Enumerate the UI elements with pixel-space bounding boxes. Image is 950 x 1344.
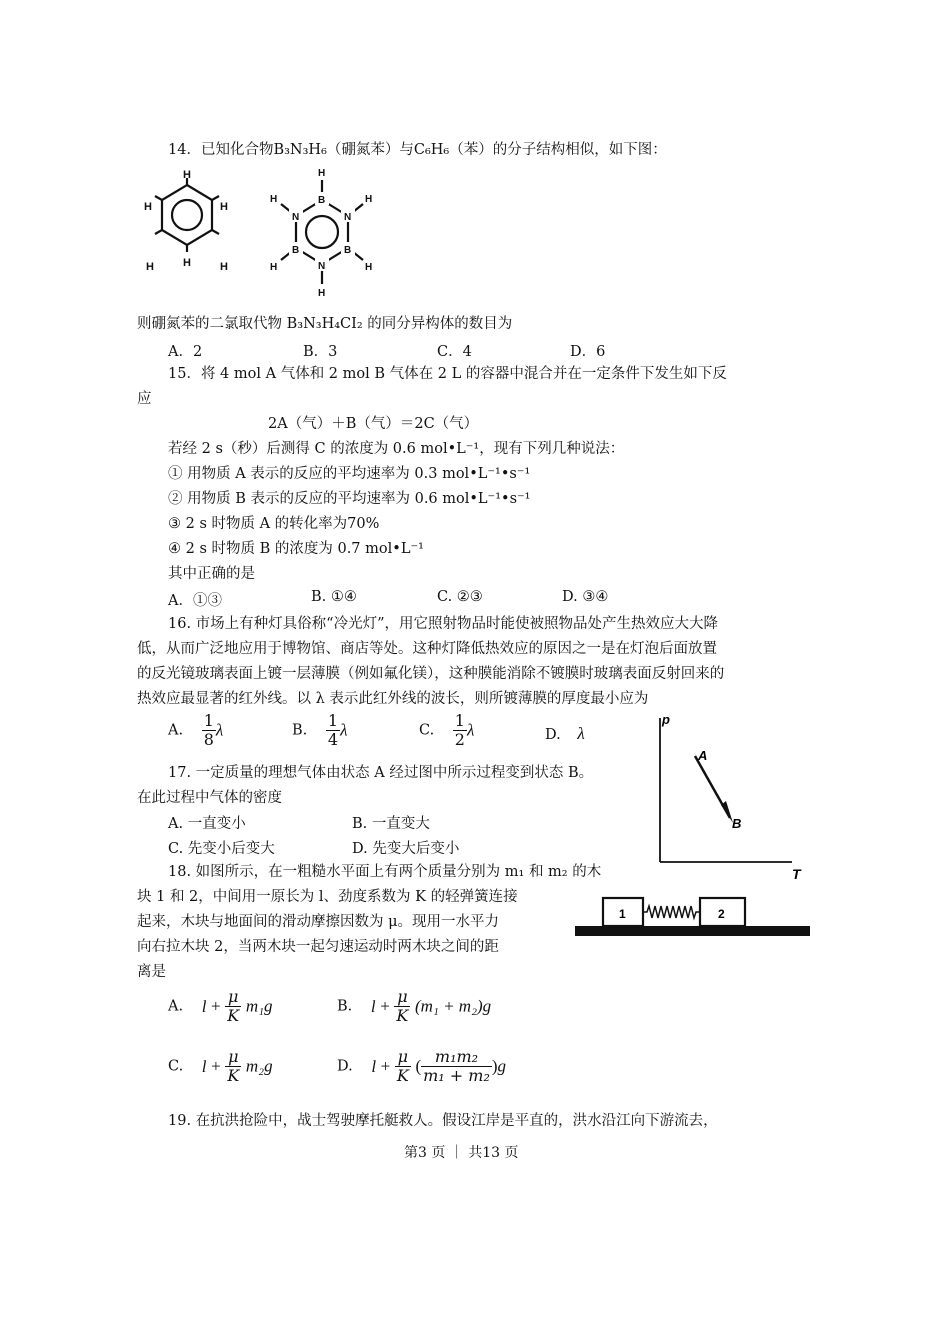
q16-option-a: A. $\frac{1}{8}$ λ bbox=[168, 711, 224, 749]
q18-line-4: 向右拉木块 2，当两木块一起匀速运动时两木块之间的距 bbox=[137, 939, 499, 955]
q16-option-d: D. λ bbox=[545, 724, 585, 743]
benzene-h-bottom: H bbox=[183, 257, 191, 269]
benzene-structure bbox=[155, 178, 219, 252]
q15-stem-1: 15．将 4 mol A 气体和 2 mol B 气体在 2 L 的容器中混合并在一定条件下发生如下反 bbox=[168, 366, 727, 382]
q14-option-d: D．6 bbox=[570, 344, 606, 360]
borazine-b-top: B bbox=[318, 195, 326, 206]
q15-statement-1: ① 用物质 A 表示的反应的平均速率为 0.3 mol•L⁻¹•s⁻¹ bbox=[168, 466, 531, 482]
benzene-h-lr: H bbox=[220, 261, 228, 273]
q15-option-d: D. ③④ bbox=[562, 589, 609, 605]
q16-line-1: 16. 市场上有种灯具俗称“冷光灯”，用它照射物品时能使被照物品处产生热效应大大降 bbox=[168, 616, 718, 632]
benzene-h-top: H bbox=[183, 169, 191, 181]
block-2-label: 2 bbox=[718, 907, 725, 921]
borazine-b-lr: B bbox=[344, 245, 352, 256]
q14-option-b: B．3 bbox=[303, 344, 338, 360]
q15-equation: 2A（气）＋B（气）＝2C（气） bbox=[268, 416, 479, 432]
q18-option-d: D. l + $\frac{\mu}{K}$ ( $\frac{\text{m₁m₂}}{\text{m₁ + m₂}}$ )g bbox=[337, 1047, 507, 1085]
q17-line-2: 在此过程中气体的密度 bbox=[137, 790, 282, 806]
borazine-h-bottom: H bbox=[318, 288, 326, 299]
q17-option-d: D. 先变大后变小 bbox=[352, 841, 460, 857]
q14-stem: 14．已知化合物B₃N₃H₆（硼氮苯）与C₆H₆（苯）的分子结构相似，如下图： bbox=[168, 142, 667, 158]
q18-line-3: 起来，木块与地面间的滑动摩擦因数为 μ。现用一水平力 bbox=[137, 914, 500, 930]
q18-line-5: 离是 bbox=[137, 964, 166, 980]
borazine-h-lr: H bbox=[365, 262, 373, 273]
q19-line-1: 19. 在抗洪抢险中，战士驾驶摩托艇救人。假设江岸是平直的，洪水沿江向下游流去， bbox=[168, 1113, 718, 1129]
q14-after: 则硼氮苯的二氯取代物 B₃N₃H₄CI₂ 的同分异构体的数目为 bbox=[137, 316, 513, 332]
borazine-h-top: H bbox=[318, 168, 326, 179]
q16-option-b: B. $\frac{1}{4}$ λ bbox=[292, 711, 348, 749]
benzene-h-ur: H bbox=[220, 201, 228, 213]
pT-graph-point-b: B bbox=[732, 816, 742, 831]
q15-ask: 其中正确的是 bbox=[168, 566, 255, 582]
benzene-h-ll: H bbox=[146, 261, 154, 273]
q15-option-c: C. ②③ bbox=[437, 589, 483, 605]
q14-option-c: C．4 bbox=[437, 344, 472, 360]
borazine-h-ul: H bbox=[270, 194, 278, 205]
q17-option-a: A. 一直变小 bbox=[168, 816, 246, 832]
q15-stem-2: 应 bbox=[137, 391, 152, 407]
q16-line-2: 低，从而广泛地应用于博物馆、商店等处。这种灯降低热效应的原因之一是在灯泡后面放置 bbox=[137, 641, 717, 657]
q15-statement-3: ③ 2 s 时物质 A 的转化率为70% bbox=[168, 516, 380, 532]
borazine-n-ur: N bbox=[344, 212, 352, 223]
pT-graph-x-label: T bbox=[792, 866, 801, 882]
q15-option-b: B. ①④ bbox=[311, 589, 357, 605]
q18-line-1: 18. 如图所示，在一粗糙水平面上有两个质量分别为 m₁ 和 m₂ 的木 bbox=[168, 864, 602, 880]
pT-graph-y-label: p bbox=[662, 712, 670, 727]
q16-line-4: 热效应最显著的红外线。以 λ 表示此红外线的波长，则所镀薄膜的厚度最小应为 bbox=[137, 691, 649, 707]
benzene-borazine-diagram bbox=[130, 160, 400, 310]
benzene-h-ul: H bbox=[144, 201, 152, 213]
borazine-h-ll: H bbox=[270, 262, 278, 273]
q16-option-c: C. $\frac{1}{2}$ λ bbox=[419, 711, 475, 749]
q17-option-c: C. 先变小后变大 bbox=[168, 841, 275, 857]
borazine-b-ll: B bbox=[292, 245, 300, 256]
q18-line-2: 块 1 和 2，中间用一原长为 l、劲度系数为 K 的轻弹簧连接 bbox=[137, 889, 518, 905]
borazine-n-ul: N bbox=[292, 212, 300, 223]
q18-option-c: C. l + $\frac{\mu}{K}$ m₂g bbox=[168, 1047, 273, 1085]
q17-option-b: B. 一直变大 bbox=[352, 816, 430, 832]
block-1-label: 1 bbox=[619, 907, 626, 921]
q15-option-a: A．①③ bbox=[168, 593, 222, 609]
q17-line-1: 17. 一定质量的理想气体由状态 A 经过图中所示过程变到状态 B。 bbox=[168, 765, 594, 781]
blocks-spring-diagram bbox=[570, 890, 815, 945]
q18-option-b: B. l + $\frac{\mu}{K}$ (m₁ + m₂)g bbox=[337, 987, 492, 1025]
q15-statement-4: ④ 2 s 时物质 B 的浓度为 0.7 mol•L⁻¹ bbox=[168, 541, 424, 557]
borazine-h-ur: H bbox=[365, 194, 373, 205]
pT-graph bbox=[640, 710, 810, 885]
q14-option-a: A．2 bbox=[168, 344, 203, 360]
ground bbox=[575, 926, 810, 936]
q15-statement-2: ② 用物质 B 表示的反应的平均速率为 0.6 mol•L⁻¹•s⁻¹ bbox=[168, 491, 531, 507]
spring bbox=[643, 906, 700, 918]
borazine-n-bottom: N bbox=[318, 261, 326, 272]
q15-condition: 若经 2 s（秒）后测得 C 的浓度为 0.6 mol•L⁻¹，现有下列几种说法： bbox=[168, 441, 625, 457]
page-footer: 第3 页 ｜ 共13 页 bbox=[404, 1145, 519, 1161]
q16-line-3: 的反光镜玻璃表面上镀一层薄膜（例如氟化镁），这种膜能消除不镀膜时玻璃表面反射回来的 bbox=[137, 666, 725, 682]
q18-option-a: A. l + $\frac{\mu}{K}$ m₁g bbox=[168, 987, 273, 1025]
pT-graph-point-a: A bbox=[698, 748, 708, 763]
